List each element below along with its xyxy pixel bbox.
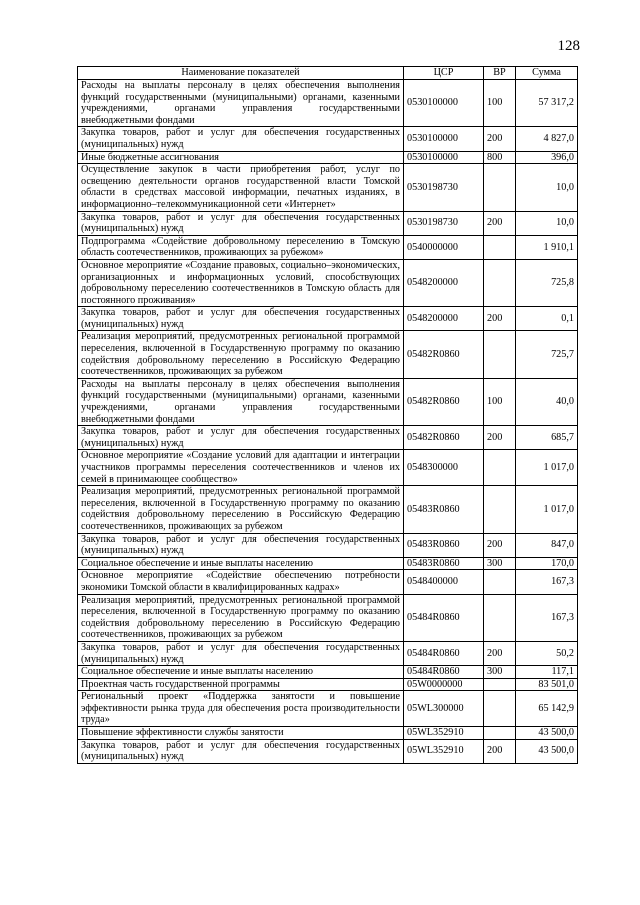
cell-csr: 05482R0860 [404,378,484,425]
cell-vr: 200 [484,739,516,763]
cell-name: Закупка товаров, работ и услуг для обеспечения государственных (муниципальных) нужд [78,127,404,151]
table-row [78,164,578,211]
table-row [78,127,578,151]
cell-sum: 725,7 [516,331,578,378]
cell-sum: 396,0 [516,151,578,164]
page-number: 128 [557,38,580,54]
cell-name: Реализация мероприятий, предусмотренных региональной программой переселения, включенной в Государственную программу по оказанию содействия добровольному переселению в Российскую Федерацию соотечественников, проживающих за рубежом [78,331,404,378]
cell-sum: 57 317,2 [516,80,578,127]
cell-vr [484,235,516,259]
cell-name: Социальное обеспечение и иные выплаты населению [78,557,404,570]
cell-name: Повышение эффективности службы занятости [78,727,404,740]
cell-sum: 10,0 [516,211,578,235]
cell-sum: 847,0 [516,533,578,557]
cell-sum: 170,0 [516,557,578,570]
table-row [78,331,578,378]
cell-name: Проектная часть государственной программы [78,678,404,691]
table-row [78,666,578,679]
cell-name: Основное мероприятие «Создание правовых, социально–экономических, организационных и информационных условий, способствующих добровольному переселению соотечественников в Томскую область для постоянного проживания» [78,259,404,306]
table-header-row [78,67,578,80]
cell-csr: 0530100000 [404,127,484,151]
table-row [78,151,578,164]
table-row [78,211,578,235]
cell-csr: 05WL352910 [404,727,484,740]
table-row [78,739,578,763]
header-csr: ЦСР [404,67,484,80]
cell-vr: 300 [484,557,516,570]
header-sum: Сумма [516,67,578,80]
table-row [78,533,578,557]
cell-vr: 100 [484,378,516,425]
cell-sum: 50,2 [516,641,578,665]
cell-sum: 4 827,0 [516,127,578,151]
cell-sum: 685,7 [516,426,578,450]
cell-sum: 725,8 [516,259,578,306]
cell-csr: 0548200000 [404,259,484,306]
cell-vr: 200 [484,641,516,665]
table-row [78,426,578,450]
table-row [78,259,578,306]
cell-vr: 200 [484,211,516,235]
cell-name: Расходы на выплаты персоналу в целях обеспечения выполнения функций государственными (муниципальными) органами, казенными учреждениями, органами управления государственными внебюджетными фондами [78,80,404,127]
table-row [78,727,578,740]
cell-csr: 0548400000 [404,570,484,594]
cell-csr: 05482R0860 [404,331,484,378]
cell-vr [484,594,516,641]
cell-csr: 0548200000 [404,307,484,331]
cell-csr: 0530198730 [404,164,484,211]
cell-name: Закупка товаров, работ и услуг для обеспечения государственных (муниципальных) нужд [78,533,404,557]
cell-vr [484,259,516,306]
cell-vr [484,678,516,691]
cell-name: Осуществление закупок в части приобретения работ, услуг по освещению деятельности органов государственной власти Томской области в средствах массовой информации, печатных изданиях, в информационно–телекоммуникационной сети «Интернет» [78,164,404,211]
cell-sum: 65 142,9 [516,691,578,727]
cell-vr [484,450,516,486]
header-vr: ВР [484,67,516,80]
cell-vr [484,727,516,740]
cell-vr [484,486,516,533]
cell-name: Закупка товаров, работ и услуг для обеспечения государственных (муниципальных) нужд [78,211,404,235]
cell-vr [484,691,516,727]
cell-name: Реализация мероприятий, предусмотренных региональной программой переселения, включенной в Государственную программу по оказанию содействия добровольному переселению в Российскую Федерацию соотечественников, проживающих за рубежом [78,594,404,641]
budget-table [77,66,578,764]
table-row [78,235,578,259]
table-row [78,691,578,727]
table-row [78,641,578,665]
cell-csr: 05484R0860 [404,641,484,665]
cell-csr: 05484R0860 [404,594,484,641]
cell-vr [484,331,516,378]
cell-sum: 10,0 [516,164,578,211]
cell-name: Иные бюджетные ассигнования [78,151,404,164]
cell-name: Расходы на выплаты персоналу в целях обеспечения выполнения функций государственными (муниципальными) органами, казенными учреждениями, органами управления государственными внебюджетными фондами [78,378,404,425]
cell-csr: 0540000000 [404,235,484,259]
cell-name: Подпрограмма «Содействие добровольному переселению в Томскую область соотечественников, проживающих за рубежом» [78,235,404,259]
cell-sum: 43 500,0 [516,739,578,763]
cell-name: Закупка товаров, работ и услуг для обеспечения государственных (муниципальных) нужд [78,426,404,450]
header-name: Наименование показателей [78,67,404,80]
cell-vr [484,570,516,594]
cell-sum: 1 017,0 [516,486,578,533]
cell-sum: 167,3 [516,570,578,594]
cell-csr: 05483R0860 [404,533,484,557]
cell-name: Основное мероприятие «Создание условий для адаптации и интеграции участников программы переселения соотечественников и членов их семей в принимающее сообщество» [78,450,404,486]
table-row [78,678,578,691]
table-row [78,486,578,533]
cell-vr: 200 [484,127,516,151]
table-row [78,570,578,594]
table-row [78,450,578,486]
cell-vr: 200 [484,426,516,450]
cell-csr: 05W0000000 [404,678,484,691]
table-row [78,557,578,570]
cell-sum: 83 501,0 [516,678,578,691]
table-row [78,80,578,127]
cell-sum: 1 910,1 [516,235,578,259]
cell-csr: 05WL300000 [404,691,484,727]
cell-csr: 05483R0860 [404,557,484,570]
cell-csr: 05482R0860 [404,426,484,450]
table-row [78,378,578,425]
cell-name: Реализация мероприятий, предусмотренных региональной программой переселения, включенной в Государственную программу по оказанию содействия добровольному переселению в Российскую Федерацию соотечественников, проживающих за рубежом [78,486,404,533]
cell-sum: 167,3 [516,594,578,641]
cell-vr: 800 [484,151,516,164]
cell-vr: 100 [484,80,516,127]
cell-vr [484,164,516,211]
cell-name: Закупка товаров, работ и услуг для обеспечения государственных (муниципальных) нужд [78,307,404,331]
cell-csr: 0530100000 [404,151,484,164]
cell-name: Основное мероприятие «Содействие обеспечению потребности экономики Томской области в квалифицированных кадрах» [78,570,404,594]
cell-csr: 0530100000 [404,80,484,127]
cell-csr: 05483R0860 [404,486,484,533]
table-row [78,594,578,641]
cell-name: Закупка товаров, работ и услуг для обеспечения государственных (муниципальных) нужд [78,739,404,763]
cell-sum: 0,1 [516,307,578,331]
cell-name: Региональный проект «Поддержка занятости и повышение эффективности рынка труда для обеспечения роста производительности труда» [78,691,404,727]
cell-name: Социальное обеспечение и иные выплаты населению [78,666,404,679]
cell-vr: 300 [484,666,516,679]
cell-sum: 117,1 [516,666,578,679]
cell-vr: 200 [484,307,516,331]
cell-csr: 05WL352910 [404,739,484,763]
cell-sum: 40,0 [516,378,578,425]
cell-sum: 43 500,0 [516,727,578,740]
table-body [78,80,578,764]
cell-csr: 05484R0860 [404,666,484,679]
cell-csr: 0530198730 [404,211,484,235]
cell-sum: 1 017,0 [516,450,578,486]
cell-csr: 0548300000 [404,450,484,486]
cell-vr: 200 [484,533,516,557]
cell-name: Закупка товаров, работ и услуг для обеспечения государственных (муниципальных) нужд [78,641,404,665]
table-row [78,307,578,331]
